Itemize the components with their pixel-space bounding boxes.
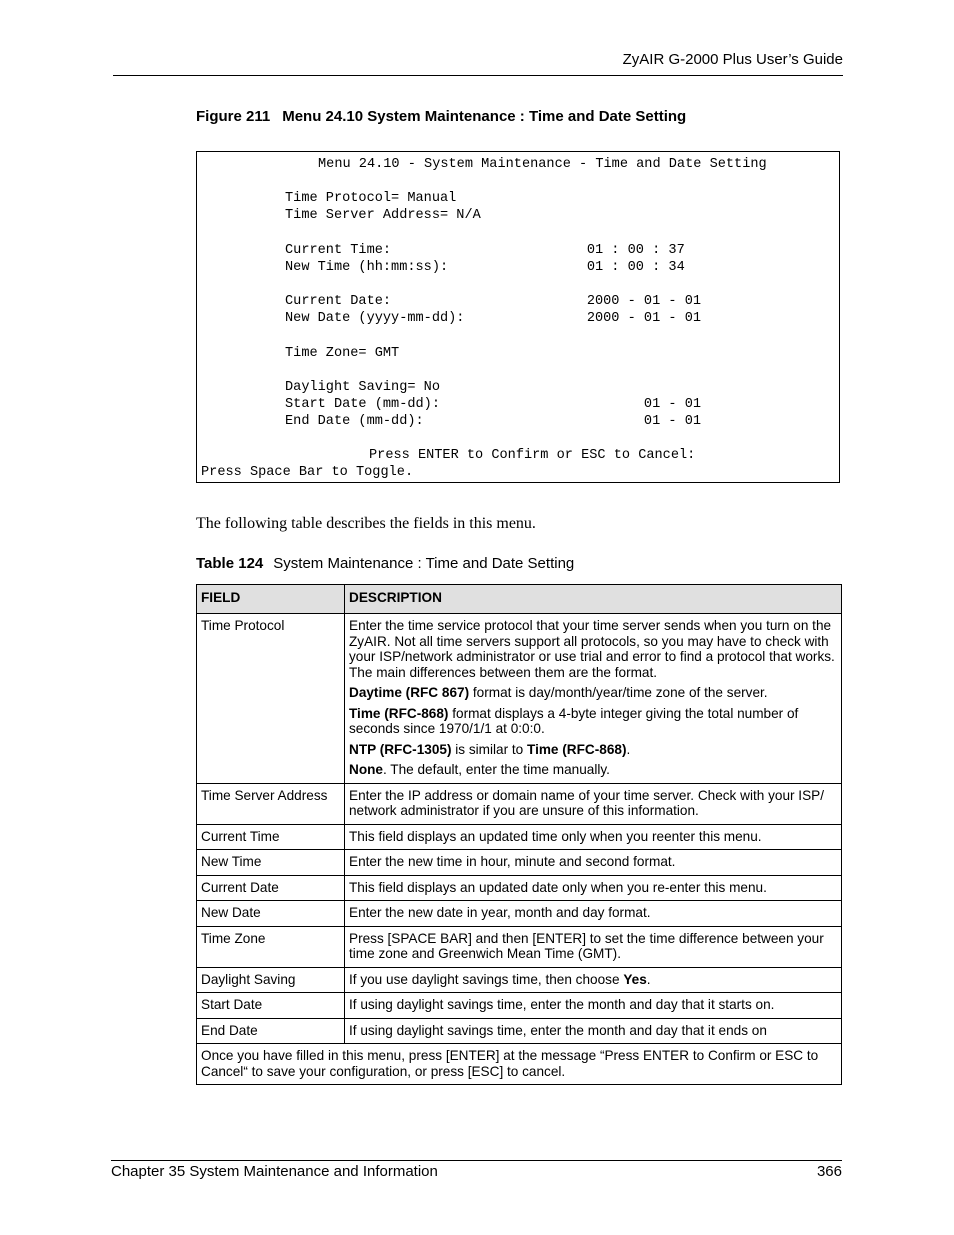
- field-cell: Start Date: [197, 993, 345, 1019]
- field-cell: Current Time: [197, 824, 345, 850]
- description-text: format is day/month/year/time zone of the server.: [469, 685, 768, 700]
- field-cell: New Time: [197, 850, 345, 876]
- field-cell: Time Protocol: [197, 614, 345, 784]
- table-row: [197, 783, 842, 824]
- terminal-new-date: New Date (yyyy-mm-dd): 2000 - 01 - 01: [285, 311, 702, 326]
- intro-text: The following table describes the fields in this menu.: [196, 515, 536, 532]
- field-cell: End Date: [197, 1018, 345, 1044]
- page-number: 366: [816, 1163, 842, 1180]
- terminal-time-zone: Time Zone= GMT: [285, 346, 400, 361]
- table-row: [197, 614, 842, 784]
- figure-caption: [196, 108, 686, 125]
- terminal-toggle-hint: Press Space Bar to Toggle.: [201, 465, 414, 480]
- terminal-current-time: Current Time: 01 : 00 : 37: [285, 243, 685, 258]
- table-title: System Maintenance : Time and Date Setting: [273, 555, 575, 572]
- table-row: [197, 850, 842, 876]
- table-row: [197, 824, 842, 850]
- description-paragraph: Enter the time service protocol that your time server sends when you turn on the ZyAIR. Not all time servers support all protocols, so you may have to check with your ISP/network administrator or use trial and error to find a protocol that works. The main differences between them are the format.: [349, 618, 835, 680]
- figure-label: Figure 211: [196, 108, 271, 125]
- field-cell: New Date: [197, 901, 345, 927]
- terminal-new-time: New Time (hh:mm:ss): 01 : 00 : 34: [285, 260, 685, 275]
- term-yes: Yes: [623, 971, 647, 987]
- terminal-daylight-saving: Daylight Saving= No: [285, 380, 440, 395]
- description-paragraph: [349, 685, 837, 701]
- term-daytime: Daytime (RFC 867): [349, 685, 470, 700]
- description-text: .: [646, 971, 651, 987]
- terminal-time-protocol: Time Protocol= Manual: [285, 191, 457, 206]
- terminal-end-date: End Date (mm-dd): 01 - 01: [285, 414, 702, 429]
- description-cell: [345, 967, 842, 993]
- description-text: format displays a 4-byte integer giving the total number of seconds since 1970/1/1 at 0:0:0.: [349, 705, 799, 736]
- terminal-time-server: Time Server Address= N/A: [285, 208, 481, 223]
- terminal-menu-title: Menu 24.10 - System Maintenance - Time and Date Setting: [318, 157, 767, 172]
- field-description-table: [196, 584, 842, 1085]
- description-cell: Enter the new date in year, month and day format.: [345, 901, 842, 927]
- table-label: Table 124: [196, 555, 264, 572]
- terminal-current-date: Current Date: 2000 - 01 - 01: [285, 294, 702, 309]
- table-footnote: Once you have filled in this menu, press [ENTER] at the message “Press ENTER to Confirm or ESC to Cancel“ to save your configuration, or press [ESC] to cancel.: [197, 1044, 842, 1085]
- term-none: None: [349, 762, 383, 777]
- table-header-row: [197, 585, 842, 614]
- description-text: .: [626, 741, 631, 757]
- description-cell: Enter the new time in hour, minute and second format.: [345, 850, 842, 876]
- description-cell: This field displays an updated time only when you reenter this menu.: [345, 824, 842, 850]
- description-text: . The default, enter the time manually.: [382, 762, 610, 777]
- description-cell: [345, 614, 842, 784]
- field-cell: Time Zone: [197, 926, 345, 967]
- table-row: [197, 993, 842, 1019]
- terminal-confirm-prompt: Press ENTER to Confirm or ESC to Cancel:: [369, 448, 696, 463]
- description-text: is similar to: [451, 741, 528, 757]
- term-ntp: NTP (RFC-1305): [349, 741, 452, 757]
- field-cell: Current Date: [197, 875, 345, 901]
- description-paragraph: [349, 742, 837, 758]
- description-cell: If using daylight savings time, enter the month and day that it starts on.: [345, 993, 842, 1019]
- description-paragraph: [349, 762, 837, 778]
- chapter-title: Chapter 35 System Maintenance and Information: [111, 1163, 438, 1180]
- table-footnote-row: [197, 1044, 842, 1085]
- page-header: [113, 51, 843, 76]
- guide-title: ZyAIR G-2000 Plus User’s Guide: [622, 51, 843, 68]
- field-cell: Daylight Saving: [197, 967, 345, 993]
- terminal-screen: [196, 151, 840, 483]
- table-row: [197, 926, 842, 967]
- table-row: [197, 967, 842, 993]
- field-cell: Time Server Address: [197, 783, 345, 824]
- table-row: [197, 901, 842, 927]
- table-caption: [196, 555, 574, 572]
- table-row: [197, 875, 842, 901]
- terminal-start-date: Start Date (mm-dd): 01 - 01: [285, 397, 702, 412]
- description-paragraph: [349, 706, 837, 737]
- description-text: If you use daylight savings time, then choose: [349, 971, 624, 987]
- figure-title: Menu 24.10 System Maintenance : Time and Date Setting: [282, 108, 687, 125]
- description-cell: Press [SPACE BAR] and then [ENTER] to set the time difference between your time zone and Greenwich Mean Time (GMT).: [345, 926, 842, 967]
- column-header-description: DESCRIPTION: [345, 585, 842, 614]
- table-row: [197, 1018, 842, 1044]
- term-time: Time (RFC-868): [349, 705, 449, 721]
- description-cell: If using daylight savings time, enter the month and day that it ends on: [345, 1018, 842, 1044]
- term-time-ref: Time (RFC-868): [527, 741, 627, 757]
- column-header-field: FIELD: [197, 585, 345, 614]
- description-cell: Enter the IP address or domain name of your time server. Check with your ISP/ network administrator if you are unsure of this information.: [345, 783, 842, 824]
- page-footer: [111, 1160, 842, 1183]
- description-cell: This field displays an updated date only when you re-enter this menu.: [345, 875, 842, 901]
